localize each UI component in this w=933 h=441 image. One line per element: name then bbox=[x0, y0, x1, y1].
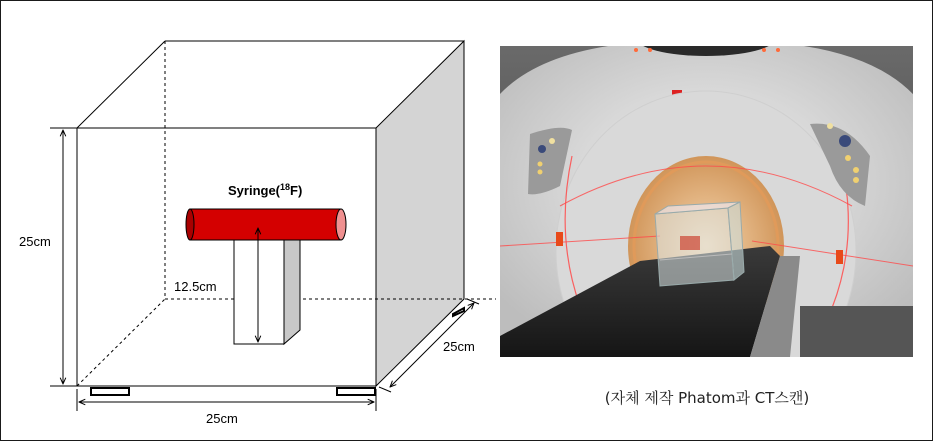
depth-ext-back bbox=[467, 299, 479, 304]
phantom-syringe bbox=[680, 236, 700, 250]
depth-label: 25cm bbox=[443, 339, 475, 354]
floor-base bbox=[800, 306, 913, 357]
syringe-end-right bbox=[336, 209, 346, 240]
cube-side-face bbox=[376, 41, 464, 386]
photo-caption: (자체 제작 Phatom과 CT스캔) bbox=[604, 389, 810, 407]
support-side bbox=[284, 227, 300, 344]
foot-left bbox=[91, 388, 129, 395]
syringe-end-left bbox=[186, 209, 194, 240]
half-height-label: 12.5cm bbox=[174, 279, 217, 294]
cube-top-edge-left bbox=[77, 41, 165, 128]
laser-marker-right bbox=[836, 250, 843, 264]
support-block bbox=[234, 238, 284, 344]
height-label: 25cm bbox=[19, 234, 51, 249]
cube-front-face bbox=[77, 128, 376, 386]
syringe-label: Syringe($^{18}$F) bbox=[228, 182, 303, 198]
depth-ext-front bbox=[379, 387, 391, 392]
phantom-diagram bbox=[1, 1, 496, 440]
laser-marker-left bbox=[556, 232, 563, 246]
ct-scanner-photo bbox=[500, 46, 913, 357]
width-label: 25cm bbox=[206, 411, 238, 426]
syringe-body bbox=[190, 209, 341, 240]
foot-right bbox=[337, 388, 375, 395]
